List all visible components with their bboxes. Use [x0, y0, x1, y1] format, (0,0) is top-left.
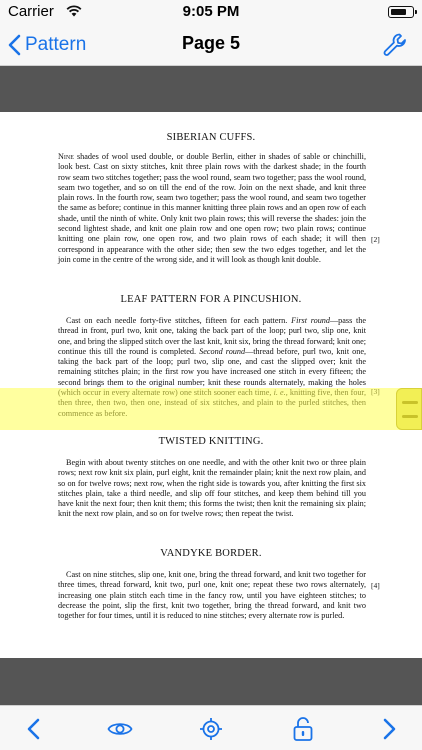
wrench-icon[interactable]	[382, 32, 408, 58]
section-title-twisted-knitting: TWISTED KNITTING.	[158, 436, 264, 447]
section-text: Cast on nine stitches, slip one, knit one, bring the thread forward, and knit two together for three times, thread forward, knit two, purl one, knit one; repeat these two rows alternately, increasing one plain stitch each time in the fancy row, until you have eighteen stitches; to decrease the point, slip the first, knit two together, bring the thread forward, and knit two together for four times, until it is reduced to nine stitches; every alternate row is purled.	[58, 570, 366, 621]
locate-button[interactable]	[198, 716, 224, 742]
handle-grip-line	[402, 415, 418, 418]
lock-toggle-button[interactable]	[290, 716, 316, 742]
book-page[interactable]	[0, 112, 422, 658]
section-title-siberian-cuffs: SIBERIAN CUFFS.	[166, 132, 256, 143]
page-separator-bottom	[0, 658, 422, 705]
section-text: shades of wool used double, or double Berlin, either in shades of sable or chinchilli, look best. Cast on sixty stitches, knit three plain rows with the darkest shade; in the fourth row seam two stitches together; pass the wool round, seam two together; pass the wool round, seam two together, and so on till the end of the row. Join on the next shade, and knit three plain rows. In the fourth row, seam two together; pass the wool round, and seam two together the same as before; continue in this manner knitting three plain rows and an open row of each shade, until the ninth of white. Only knit two plain rows; this will reverse the shades: join the second lightest shade, and knit one plain row and one open row; two plain rows; continue knitting one plain row, one open row, and two plain rows of each shade; it will then correspond in appearance with the other side; then sew the two edges together, and let the join come in the centre of the wrong side, and it will look as though knit double.	[58, 152, 366, 264]
section-italic: First round	[291, 316, 330, 325]
section-body-twisted-knitting	[58, 458, 366, 520]
handle-grip-line	[402, 401, 418, 404]
eye-icon	[107, 720, 133, 738]
section-title-vandyke-border: VANDYKE BORDER.	[160, 548, 262, 559]
section-italic: Second round	[199, 346, 246, 356]
previous-page-button[interactable]	[20, 716, 46, 742]
battery-icon	[388, 6, 414, 18]
section-text: Begin with about twenty stitches on one needle, and with the other knit two or three plain rows; next row knit six plain, purl eight, knit the remainder plain; knit the next row plain, and so on for twelve rows; next row, when the right side is towards you, after knitting the first six stitches plain, take a third needle, and slip off four stitches, and keep them behind till you have knit the next four; then knit them; this forms the twist; then knit the remaining six plain; knit the next row plain, and so on for twelve rows; then repeat the twist.	[58, 458, 366, 519]
section-text: —thread before, purl two, knit one, taking the back part of the loop; purl two, slip one, and cast the slipped over; knit the remaining stitches plain; in the first row you have increased one stitch in every fifteen; the second brings them to the original number; knit these rounds alternately, making the holes	[58, 346, 366, 387]
status-bar	[0, 0, 422, 24]
margin-note: [2]	[371, 235, 380, 244]
chevron-right-icon	[383, 718, 397, 740]
carrier-label: Carrier	[8, 3, 54, 20]
highlighter-drag-handle[interactable]	[396, 388, 422, 430]
target-icon	[199, 717, 223, 741]
drop-cap-word: Nine	[58, 152, 74, 161]
margin-note: [4]	[371, 581, 380, 590]
section-text: Cast on each needle forty-five stitches, fifteen for each pattern.	[66, 316, 292, 325]
section-title-leaf-pattern: LEAF PATTERN FOR A PINCUSHION.	[120, 294, 302, 305]
chevron-left-icon	[26, 718, 40, 740]
battery-fill	[391, 9, 406, 15]
section-body-siberian-cuffs	[58, 152, 366, 265]
next-page-button[interactable]	[377, 716, 403, 742]
view-mode-button[interactable]	[107, 716, 133, 742]
page-title: Page 5	[181, 33, 241, 53]
status-time: 9:05 PM	[182, 3, 240, 20]
navigation-bar	[0, 24, 422, 66]
row-highlighter[interactable]	[0, 388, 422, 430]
unlock-icon	[292, 716, 314, 742]
back-button-label: Pattern	[25, 34, 87, 55]
page-separator-top	[0, 66, 422, 112]
section-text: —pass the thread in front, purl two, knit one, taking the back part of the loop; purl two, slip one, knit one, and bring the slipped stitch over the last knit, knit six, bring the thread forward; knit one; continue this till the round is completed.	[58, 316, 367, 356]
bottom-toolbar	[0, 705, 422, 750]
section-body-vandyke-border	[58, 570, 366, 621]
